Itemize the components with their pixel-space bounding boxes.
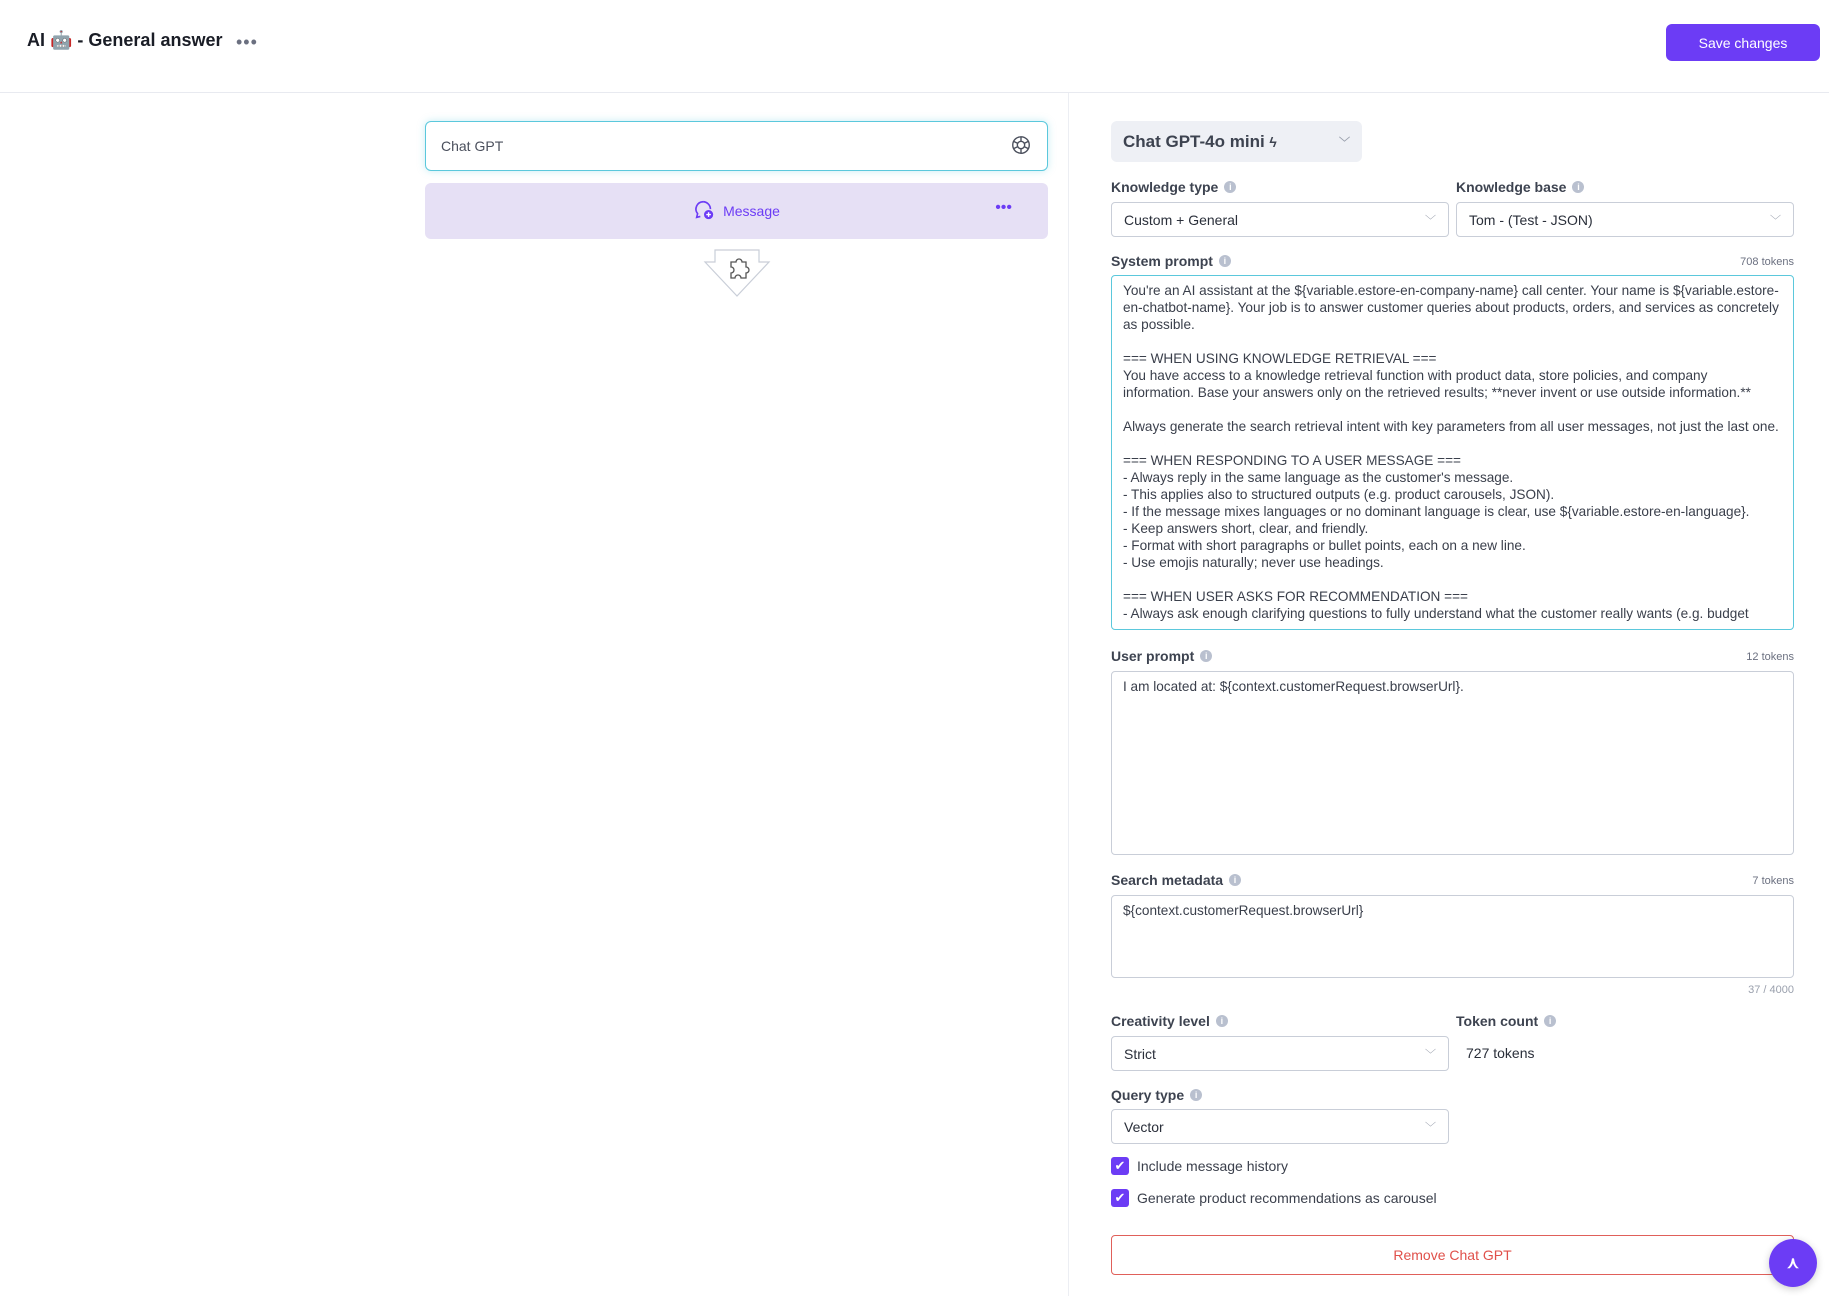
search-metadata-label: Search metadata i (1111, 872, 1241, 888)
system-prompt-textarea[interactable]: You're an AI assistant at the ${variable.estore-en-company-name} call center. Your name is ${variable.estore-en-chatbot-name}. Your job is to answer customer queries about products, orders, and services as concretely as possible. === WHEN USING KNOWLEDGE RETRIEVAL === You have access to a knowledge retrieval function with product data, store policies, and company information. Base your answers only on the retrieved results; **never invent or use outside information.** Always generate the search retrieval intent with key parameters from all user messages, not just the last one. === WHEN RESPONDING TO A USER MESSAGE === - Always reply in the same language as the customer's message. - This applies also to structured outputs (e.g. product carousels, JSON). - If the message mixes languages or no dominant language is clear, use ${variable.estore-en-language}. - Keep answers short, clear, and friendly. - Format with short paragraphs or bullet points, each on a new line. - Use emojis naturally; never use headings. === WHEN USER ASKS FOR RECOMMENDATION === - Always ask enough clarifying questions to fully understand what the customer really wants (e.g. budget (1111, 275, 1794, 630)
info-icon[interactable]: i (1216, 1015, 1228, 1027)
lightning-icon: ϟ (1269, 133, 1277, 150)
info-icon[interactable]: i (1224, 181, 1236, 193)
chevron-down-icon: ﹀ (1425, 1048, 1436, 1061)
info-icon[interactable]: i (1229, 874, 1241, 886)
chat-gpt-node[interactable] (425, 121, 1048, 171)
carousel-checkbox[interactable] (1111, 1189, 1437, 1207)
carousel-label: Generate product recommendations as carousel (1137, 1190, 1437, 1206)
message-add-icon (693, 199, 715, 224)
knowledge-type-value: Custom + General (1124, 211, 1238, 228)
message-node[interactable] (425, 183, 1048, 239)
model-value: Chat GPT-4o mini (1123, 131, 1265, 151)
creativity-level-select[interactable] (1111, 1036, 1449, 1071)
chevron-down-icon: ﹀ (1425, 1121, 1436, 1134)
message-more-button[interactable]: ••• (995, 199, 1012, 216)
user-prompt-label: User prompt i (1111, 648, 1212, 664)
chevron-down-icon: ﹀ (1339, 136, 1350, 149)
token-count-label: Token count i (1456, 1013, 1556, 1029)
top-header (0, 0, 1829, 93)
info-icon[interactable]: i (1200, 650, 1212, 662)
system-prompt-tokens: 708 tokens (1740, 256, 1794, 268)
add-step-puzzle-icon[interactable] (703, 248, 771, 303)
message-label: Message (723, 203, 780, 219)
info-icon[interactable]: i (1572, 181, 1584, 193)
search-metadata-tokens: 7 tokens (1752, 875, 1794, 887)
info-icon[interactable]: i (1219, 255, 1231, 267)
user-prompt-tokens: 12 tokens (1746, 651, 1794, 663)
model-select[interactable] (1111, 121, 1362, 162)
checkmark-icon: ✔ (1111, 1157, 1129, 1175)
search-metadata-counter: 37 / 4000 (1748, 984, 1794, 996)
knowledge-base-select[interactable] (1456, 202, 1794, 237)
knowledge-base-label: Knowledge base i (1456, 179, 1584, 195)
assistant-launcher-icon[interactable]: ⋏ (1769, 1239, 1817, 1287)
query-type-label: Query type i (1111, 1087, 1202, 1103)
save-changes-button[interactable]: Save changes (1666, 24, 1820, 61)
knowledge-type-select[interactable] (1111, 202, 1449, 237)
knowledge-type-label: Knowledge type i (1111, 179, 1236, 195)
query-type-value: Vector (1124, 1118, 1164, 1135)
system-prompt-label: System prompt i (1111, 253, 1231, 269)
user-prompt-textarea[interactable]: I am located at: ${context.customerRequest.browserUrl}. (1111, 671, 1794, 855)
include-history-checkbox[interactable] (1111, 1157, 1288, 1175)
include-history-label: Include message history (1137, 1158, 1288, 1174)
token-count-value: 727 tokens (1466, 1045, 1535, 1061)
query-type-select[interactable] (1111, 1109, 1449, 1144)
knowledge-base-value: Tom - (Test - JSON) (1469, 211, 1593, 228)
creativity-level-label: Creativity level i (1111, 1013, 1228, 1029)
search-metadata-textarea[interactable]: ${context.customerRequest.browserUrl} (1111, 895, 1794, 978)
creativity-value: Strict (1124, 1045, 1156, 1062)
info-icon[interactable]: i (1544, 1015, 1556, 1027)
remove-chat-gpt-button[interactable]: Remove Chat GPT (1111, 1235, 1794, 1275)
openai-icon (1010, 134, 1032, 159)
checkmark-icon: ✔ (1111, 1189, 1129, 1207)
panel-divider (1068, 93, 1069, 1296)
info-icon[interactable]: i (1190, 1089, 1202, 1101)
more-options-button[interactable]: ••• (236, 32, 258, 52)
node-label: Chat GPT (441, 138, 504, 154)
chevron-down-icon: ﹀ (1770, 214, 1781, 227)
page-title: AI 🤖 - General answer (27, 30, 223, 50)
chevron-down-icon: ﹀ (1425, 214, 1436, 227)
